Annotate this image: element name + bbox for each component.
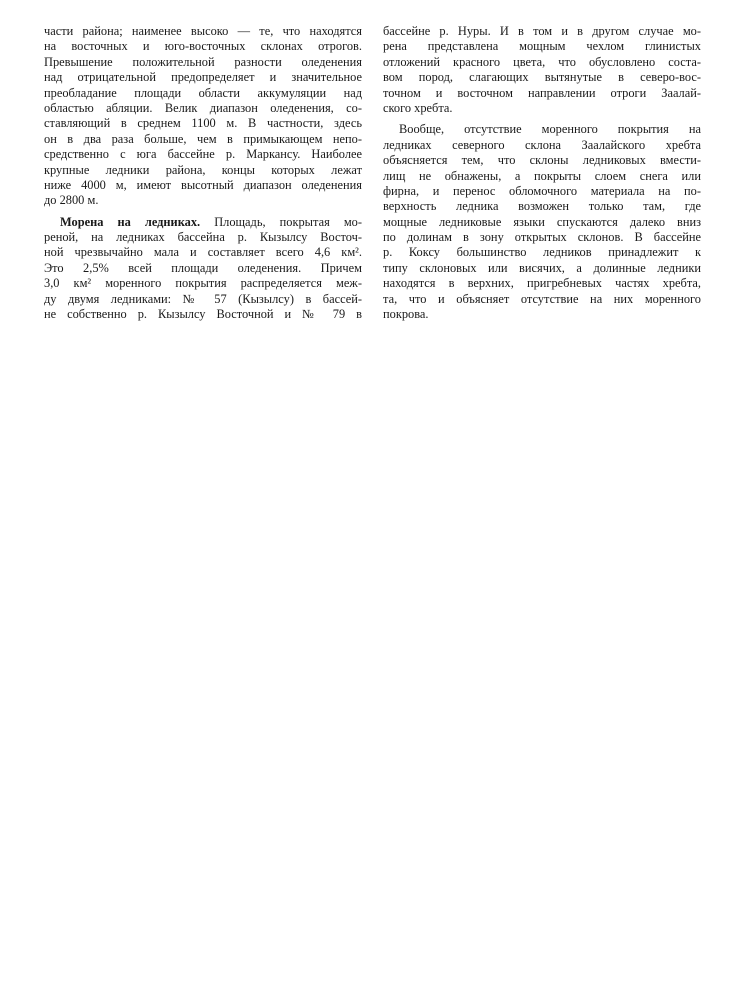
text-line: части района; наименее высоко — те, что находятся	[44, 24, 362, 38]
text-line: реной, на ледниках бассейна р. Кызылсу Восточ-	[44, 230, 362, 245]
section-heading: Морена на ледниках.	[60, 214, 201, 229]
text-line: покрова.	[383, 307, 429, 322]
text-line: типу склоновых или висячих, а долинные ледники	[383, 260, 701, 275]
text-line: мощные ледниковые языки спускаются далеко вниз	[383, 214, 701, 229]
text-line: Это 2,5% всей площади оледенения. Причем	[44, 260, 362, 275]
text-line: бассейне р. Нуры. И в том и в другом случае мо-	[383, 24, 701, 38]
text-line: Вообще, отсутствие моренного покрытия на	[399, 122, 701, 137]
paragraph	[383, 122, 701, 322]
text-line: ду двумя ледниками: № 57 (Кызылсу) в бассей-	[44, 291, 362, 306]
paragraph	[44, 24, 362, 209]
text-line: ниже 4000 м, имеют высотный диапазон оледенения	[44, 177, 362, 192]
text-line: объясняется тем, что склоны ледниковых вмести-	[383, 153, 701, 168]
text-line: рена представлена мощным чехлом глинистых	[383, 39, 701, 54]
text-line: по долинам в зону открытых склонов. В бассейне	[383, 230, 701, 245]
text-line: р. Коксу большинство ледников принадлежит к	[383, 245, 701, 260]
text-line: областью абляции. Велик диапазон оледенения, со-	[44, 100, 362, 115]
text-line	[44, 215, 362, 230]
text-line: точном и восточном направлении отроги Заалай-	[383, 85, 701, 100]
right-column	[383, 24, 701, 322]
text-run: Площадь, покрытая мо-	[214, 214, 362, 229]
text-line: верхность ледника возможен только там, где	[383, 199, 701, 214]
text-line: 3,0 км² моренного покрытия распределяется меж-	[44, 276, 362, 291]
text-line: над отрицательной предопределяет и значительное	[44, 70, 362, 85]
text-line: преобладание площади области аккумуляции над	[44, 85, 362, 100]
text-line: на восточных и юго-восточных склонах отрогов.	[44, 39, 362, 54]
text-line: ского хребта.	[383, 100, 453, 115]
left-column	[44, 24, 362, 322]
text-line: фирна, и перенос обломочного материала на по-	[383, 183, 701, 198]
text-line: ледниках северного склона Заалайского хребта	[383, 137, 701, 152]
text-line: не собственно р. Кызылсу Восточной и № 79 в	[44, 307, 362, 322]
text-line: средственно с юга бассейне р. Маркансу. Наиболее	[44, 147, 362, 162]
text-line: до 2800 м.	[44, 193, 99, 208]
text-line: Превышение положительной разности оледенения	[44, 54, 362, 69]
text-line: он в два раза больше, чем в примыкающем непо-	[44, 131, 362, 146]
paragraph	[383, 24, 701, 116]
paragraph	[44, 215, 362, 323]
text-line: находятся в верхних, пригребневых частях хребта,	[383, 276, 701, 291]
text-line: крупные ледники района, концы которых лежат	[44, 162, 362, 177]
text-line: вом пород, слагающих вытянутые в северо-вос-	[383, 70, 701, 85]
text-line: лищ не обнажены, а покрыты слоем снега или	[383, 168, 701, 183]
text-line: та, что и объясняет отсутствие на них моренного	[383, 291, 701, 306]
text-line: ставляющий в среднем 1100 м. В частности, здесь	[44, 116, 362, 131]
text-line: отложений красного цвета, что обусловлено соста-	[383, 54, 701, 69]
text-line: ной чрезвычайно мала и составляет всего 4,6 км².	[44, 245, 362, 260]
